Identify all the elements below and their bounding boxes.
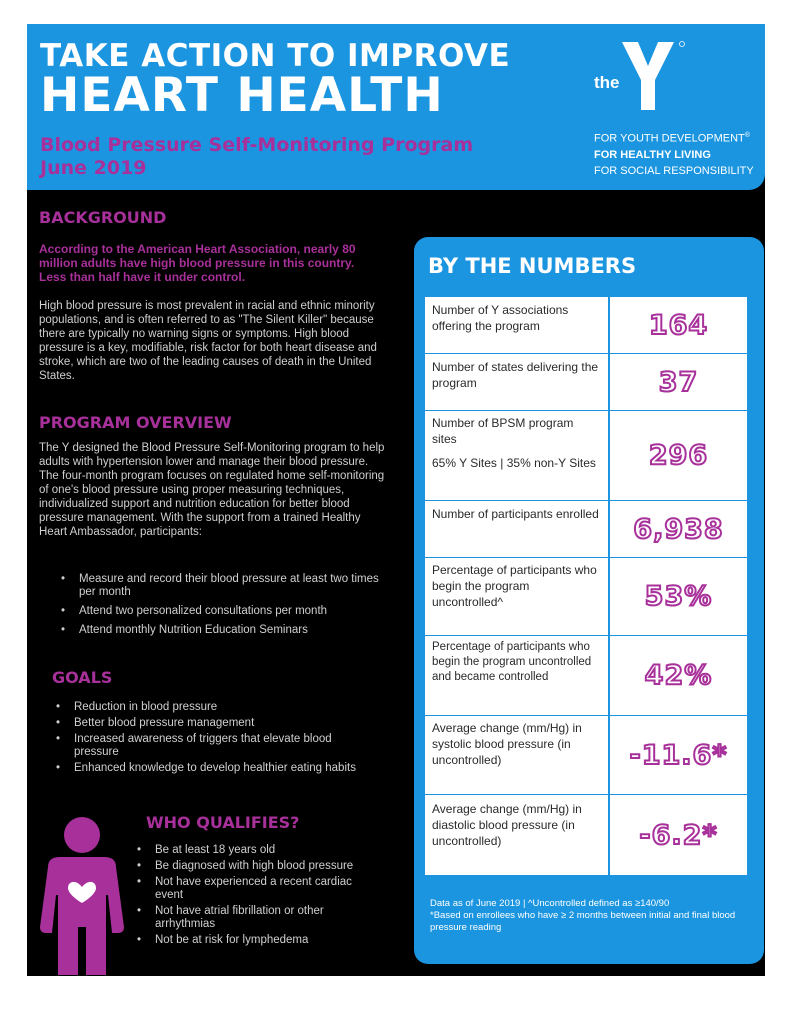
row-label: Number of BPSM program sites (432, 416, 574, 446)
overview-heading: PROGRAM OVERVIEW (39, 413, 232, 432)
list-item: • Enhanced knowledge to develop healthier eating habits (48, 762, 378, 775)
row-value: 37 (658, 366, 699, 398)
table-row (425, 716, 747, 795)
tagline-youth: FOR YOUTH DEVELOPMENT (594, 132, 745, 145)
list-item: • Measure and record their blood pressure at least two times per month (53, 573, 388, 599)
list-item: • Be at least 18 years old (129, 844, 379, 857)
row-value: 42% (644, 660, 713, 691)
ymca-logo-icon (588, 36, 698, 116)
numbers-table (425, 297, 747, 875)
row-value: -6.2* (639, 819, 718, 851)
qualifies-list (129, 844, 379, 950)
row-label: Number of participants enrolled (432, 507, 599, 521)
tagline: FOR YOUTH DEVELOPMENT® FOR HEALTHY LIVING FOR SOCIAL RESPONSIBILITY (594, 132, 754, 177)
tagline-social: FOR SOCIAL RESPONSIBILITY (594, 164, 754, 177)
table-row (425, 297, 747, 354)
goals-list (48, 701, 378, 778)
background-heading: BACKGROUND (39, 208, 167, 227)
table-row (425, 501, 747, 558)
list-item: • Be diagnosed with high blood pressure (129, 860, 379, 873)
row-value: 6,938 (633, 513, 724, 545)
row-sublabel: 65% Y Sites | 35% non-Y Sites (432, 456, 596, 470)
tagline-healthy: FOR HEALTHY LIVING (594, 148, 711, 161)
logo-the-text: the (594, 73, 620, 92)
list-item: • Not be at risk for lymphedema (129, 934, 379, 947)
goals-heading: GOALS (52, 668, 113, 687)
row-value: 296 (648, 440, 709, 471)
row-label: Number of states delivering the program (432, 360, 599, 390)
table-row (425, 558, 747, 636)
row-label: Number of Y associations offering the program (432, 303, 569, 333)
row-value: -11.6* (629, 739, 728, 771)
person-heart-icon (38, 815, 126, 978)
qualifies-heading: WHO QUALIFIES? (146, 813, 300, 832)
footnote-based-on: *Based on enrollees who have ≥ 2 months between initial and final blood pressure reading (430, 910, 736, 933)
title-line1: TAKE ACTION TO IMPROVE (40, 38, 511, 74)
overview-body: The Y designed the Blood Pressure Self-Monitoring program to help adults with hypertension lower and manage their blood pressure. The four-month program focuses on regulated home self-monitoring of one's blood pressure using proper measuring techniques, individualized support and nutrition education for better blood pressure management. With the support from a trained Healthy Heart Ambassador, participants: (39, 442, 385, 538)
table-row (425, 795, 747, 875)
list-item: • Increased awareness of triggers that elevate blood pressure (48, 733, 378, 759)
list-item: • Reduction in blood pressure (48, 701, 378, 714)
program-subtitle (40, 134, 473, 180)
subtitle-text: Blood Pressure Self-Monitoring Program (40, 134, 474, 156)
date-text: June 2019 (40, 157, 147, 179)
footnote-data-date: Data as of June 2019 | ^Uncontrolled defined as ≥140/90 (430, 898, 670, 909)
list-item: • Better blood pressure management (48, 717, 378, 730)
footnote (430, 898, 750, 934)
overview-list (53, 573, 388, 643)
list-item: • Attend monthly Nutrition Education Seminars (53, 624, 388, 637)
row-value: 53% (644, 581, 713, 612)
row-label: Average change (mm/Hg) in diastolic blood pressure (in uncontrolled) (432, 802, 582, 848)
list-item: • Not have experienced a recent cardiac event (129, 876, 379, 902)
table-row (425, 411, 747, 501)
row-label: Percentage of participants who begin the program uncontrolled^ (432, 563, 597, 609)
table-row (425, 636, 747, 716)
numbers-heading: BY THE NUMBERS (428, 254, 637, 278)
table-row (425, 354, 747, 411)
list-item: • Attend two personalized consultations per month (53, 605, 388, 618)
logo-ymca-small: YMCA (657, 71, 674, 93)
list-item: • Not have atrial fibrillation or other arrhythmias (129, 905, 379, 931)
background-lead: According to the American Heart Association, nearly 80 million adults have high blood pressure in this country. Less than half have it under control. (39, 242, 356, 284)
title-line2: HEART HEALTH (40, 68, 444, 123)
row-value: 164 (648, 309, 709, 341)
background-body: High blood pressure is most prevalent in racial and ethnic minority populations, and is often referred to as "The Silent Killer" because there are typically no warning signs or symptoms. High blood pressure is a key, modifiable, risk factor for both heart disease and stroke, which are two of the leading causes of death in the United States. (39, 300, 377, 382)
row-label: Average change (mm/Hg) in systolic blood pressure (in uncontrolled) (432, 721, 582, 767)
row-label: Percentage of participants who begin the program uncontrolled and became controlled (432, 641, 592, 683)
